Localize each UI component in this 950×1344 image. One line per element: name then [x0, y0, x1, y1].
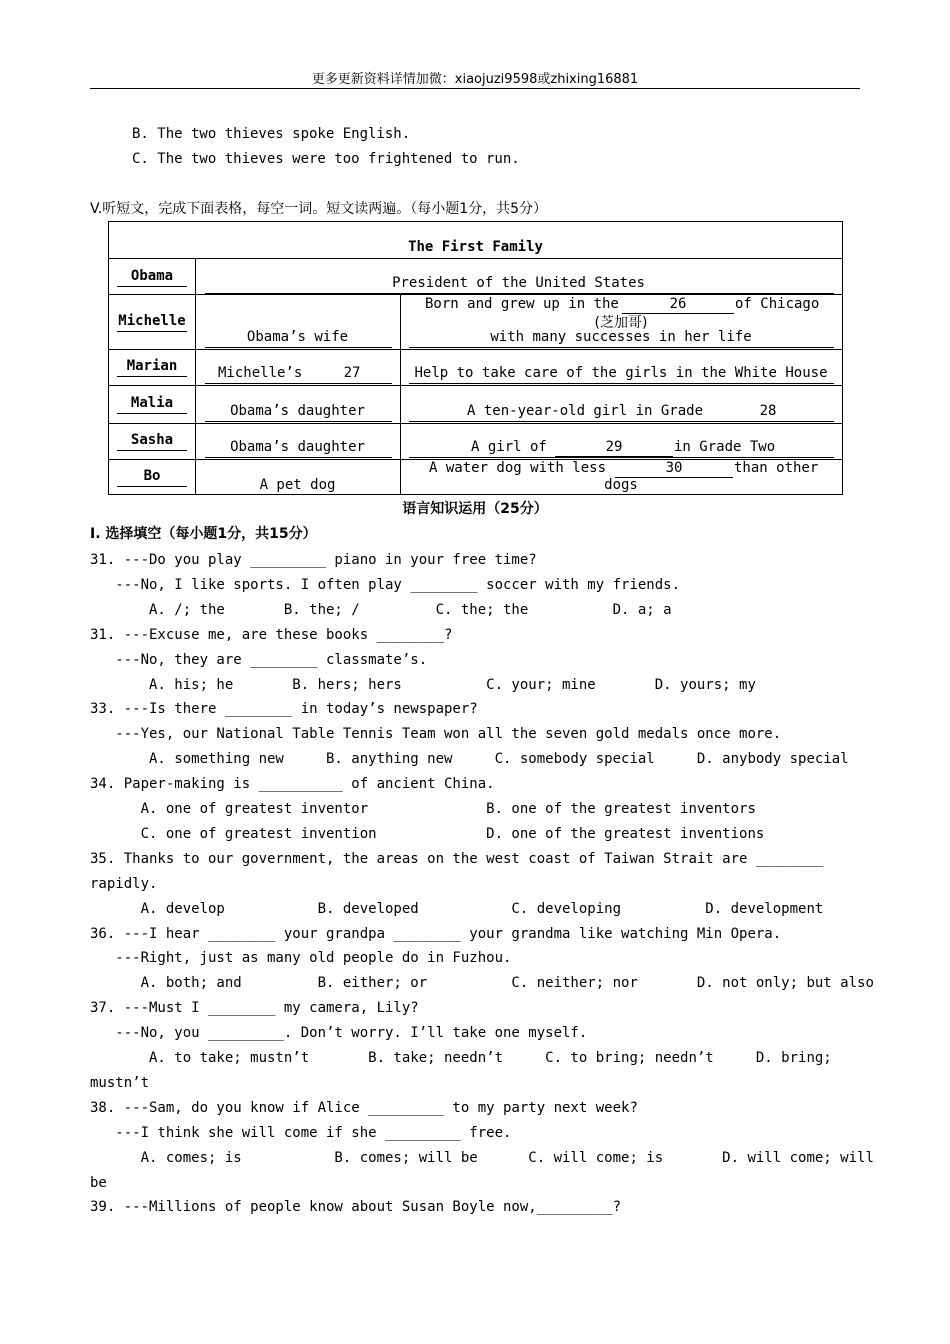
blank-26: 26: [669, 296, 687, 312]
name-marian: Marian: [126, 358, 178, 374]
name-michelle: Michelle: [118, 313, 186, 329]
desc-bo-2: dogs: [604, 477, 638, 493]
question-line: ---No, you _________. Don’t worry. I’ll take one myself.: [90, 1025, 588, 1042]
page-header: 更多更新资料详情加微：xiaojuzi9598或zhixing16881: [311, 72, 639, 87]
role-malia: Obama’s daughter: [230, 403, 365, 419]
question-line: ---No, I like sports. I often play ________ soccer with my friends.: [90, 576, 681, 593]
role-bo: A pet dog: [259, 477, 336, 493]
question-line: A. comes; is B. comes; will be C. will come; is D. will come; will: [90, 1149, 874, 1166]
desc-sasha-prefix: A girl of: [471, 439, 547, 455]
question-line: mustn’t: [90, 1074, 150, 1091]
question-line: ---Yes, our National Table Tennis Team won all the seven gold medals once more.: [90, 726, 782, 743]
desc-obama: President of the United States: [392, 275, 645, 291]
question-line: ---Right, just as many old people do in Fuzhou.: [90, 950, 512, 967]
header-rule: [90, 88, 860, 89]
name-obama: Obama: [130, 268, 174, 284]
name-malia: Malia: [130, 395, 174, 411]
desc-michelle-2: (芝加哥): [594, 315, 648, 331]
desc-michelle-1: Born and grew up in the: [425, 296, 619, 312]
question-line: 39. ---Millions of people know about Susan Boyle now,_________?: [90, 1199, 622, 1216]
question-line: 35. Thanks to our government, the areas on the west coast of Taiwan Strait are ________: [90, 850, 824, 867]
question-line: A. /; the B. the; / C. the; the D. a; a: [90, 601, 672, 618]
blank-28: 28: [759, 403, 777, 419]
blank-27: 27: [343, 365, 361, 381]
role-michelle: Obama’s wife: [246, 329, 349, 345]
desc-malia: A ten-year-old girl in Grade: [467, 403, 704, 419]
question-line: A. something new B. anything new C. somebody special D. anybody special: [90, 751, 849, 768]
question-line: A. both; and B. either; or C. neither; nor D. not only; but also: [90, 975, 874, 992]
desc-michelle-3: with many successes in her life: [490, 329, 752, 345]
question-line: ---No, they are ________ classmate’s.: [90, 651, 428, 668]
question-line: 37. ---Must I ________ my camera, Lily?: [90, 1000, 419, 1017]
role-sasha: Obama’s daughter: [230, 439, 365, 455]
question-line: 36. ---I hear ________ your grandpa ________ your grandma like watching Min Opera.: [90, 925, 782, 942]
table-title: The First Family: [408, 239, 543, 255]
desc-marian: Help to take care of the girls in the White House: [414, 365, 828, 381]
role-marian-prefix: Michelle’s: [218, 365, 303, 381]
question-line: 33. ---Is there ________ in today’s newspaper?: [90, 701, 478, 718]
question-line: A. develop B. developed C. developing D. development: [90, 900, 824, 917]
question-line: 31. ---Do you play _________ piano in your free time?: [90, 552, 537, 568]
question-line: 31. ---Excuse me, are these books ________?: [90, 626, 453, 643]
question-line: 34. Paper-making is __________ of ancient China.: [90, 776, 495, 793]
blank-30: 30: [665, 460, 683, 476]
desc-bo-suffix: than other: [734, 460, 819, 476]
question-line: be: [90, 1174, 107, 1191]
section5-title: V.听短文，完成下面表格，每空一词。短文读两遍。（每小题1分，共5分）: [90, 201, 548, 217]
desc-sasha-suffix: in Grade Two: [674, 439, 776, 455]
question-line: A. to take; mustn’t B. take; needn’t C. to bring; needn’t D. bring;: [90, 1050, 832, 1066]
question-line: A. his; he B. hers; hers C. your; mine D. yours; my: [90, 676, 756, 693]
desc-michelle-1b: of Chicago: [735, 296, 820, 312]
blank-29: 29: [605, 439, 623, 455]
question-line: rapidly.: [90, 875, 158, 892]
question-line: ---I think she will come if she _________ free.: [90, 1124, 512, 1141]
question-line: 38. ---Sam, do you know if Alice _________ to my party next week?: [90, 1099, 638, 1116]
section-language-title: 语言知识运用（25分）: [402, 501, 548, 517]
name-bo: Bo: [143, 468, 161, 484]
first-family-table: [108, 221, 843, 495]
desc-bo-prefix: A water dog with less: [429, 460, 607, 476]
option-b: B. The two thieves spoke English.: [132, 126, 411, 142]
question-line: A. one of greatest inventor B. one of the greatest inventors: [90, 801, 756, 817]
part1-title: I. 选择填空（每小题1分，共15分）: [90, 526, 317, 542]
option-c: C. The two thieves were too frightened to run.: [132, 151, 520, 167]
question-line: C. one of greatest invention D. one of the greatest inventions: [90, 825, 765, 842]
name-sasha: Sasha: [130, 432, 174, 448]
